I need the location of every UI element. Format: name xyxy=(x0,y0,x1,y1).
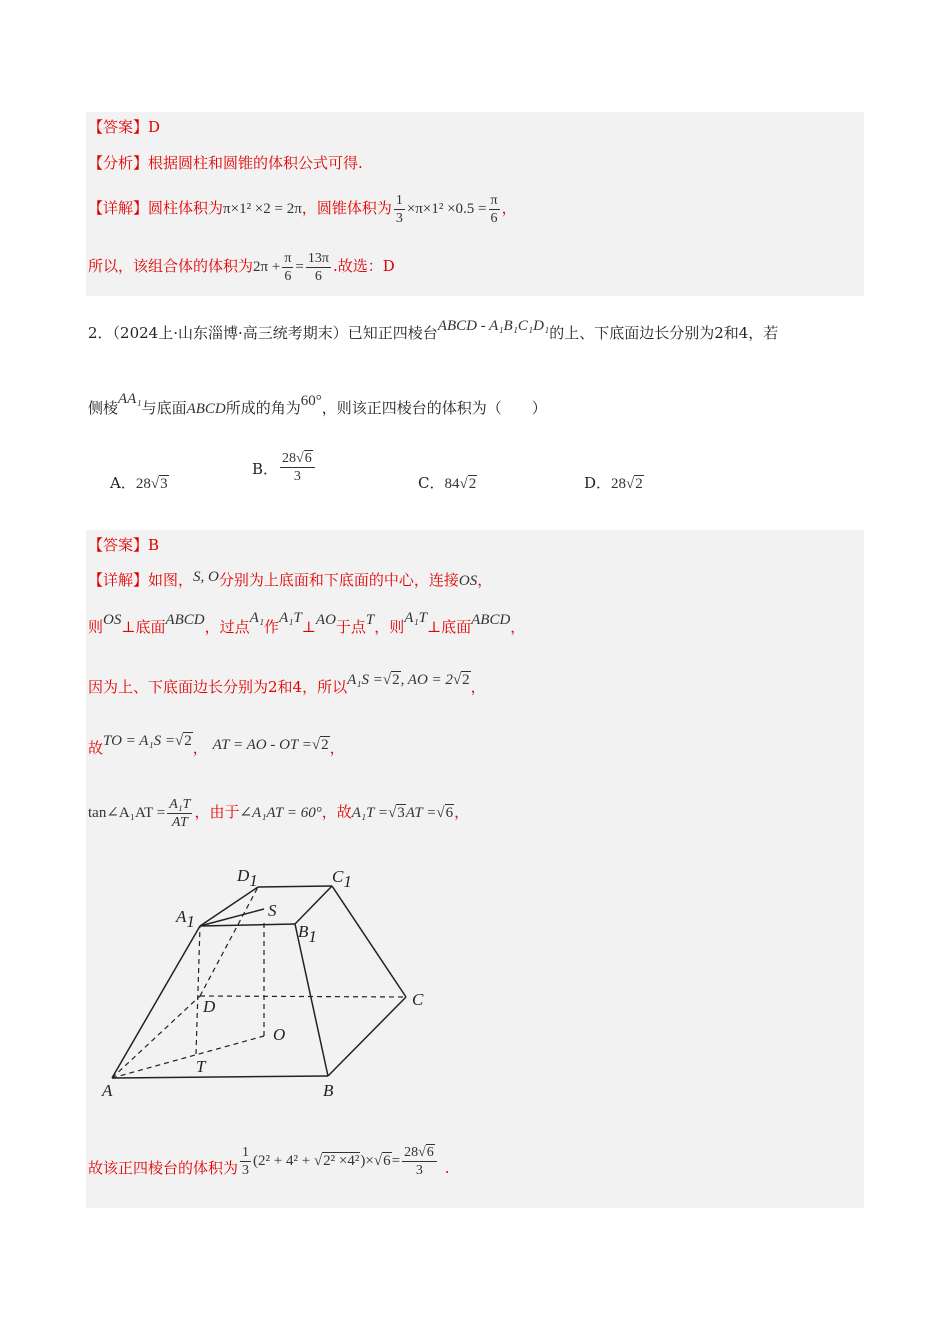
answer-value: D xyxy=(148,118,161,136)
detail-text: ， xyxy=(454,803,470,821)
analysis-label: 【分析】 xyxy=(88,154,149,172)
square-root: √3 xyxy=(388,805,405,821)
math-expression: = xyxy=(391,1153,401,1169)
label-letter: D xyxy=(237,866,250,885)
label-C: C xyxy=(412,990,424,1009)
label-S: S xyxy=(268,901,277,920)
square-root: √6 xyxy=(418,1144,434,1160)
option-label: C． xyxy=(418,474,445,492)
detail-text: 圆柱体积为 xyxy=(148,199,224,217)
square-root: √2 xyxy=(459,476,477,492)
label-A1 xyxy=(175,907,195,931)
math-expression: π×1² ×2 = 2π xyxy=(223,201,302,217)
fraction xyxy=(282,250,293,285)
option-a[interactable] xyxy=(110,472,169,493)
detail-text: . xyxy=(444,1159,450,1177)
fraction xyxy=(280,450,315,485)
detail-text: ， xyxy=(510,618,526,636)
detail-text: 故 xyxy=(88,739,104,757)
detail-text: 如图， xyxy=(148,571,194,589)
fraction-numerator: 1 xyxy=(395,192,403,208)
detail-text: 分别为上底面和下底面的中心，连接 xyxy=(218,571,459,589)
edge-BC xyxy=(328,997,406,1076)
fraction xyxy=(240,1144,251,1179)
option-c[interactable] xyxy=(418,472,477,493)
math-expression: )× xyxy=(360,1153,374,1169)
conclusion-text: 所以，该组合体的体积为 xyxy=(88,257,254,275)
question-text: 侧棱 xyxy=(88,399,119,417)
edge-AB xyxy=(112,1076,328,1078)
detail-text: ， xyxy=(501,199,517,217)
edge-DC xyxy=(200,996,406,997)
question-text: ，则该正四棱台的体积为（ ） xyxy=(321,399,547,417)
label-A: A xyxy=(102,1081,113,1100)
square-root: √2 xyxy=(382,672,400,688)
sol2-answer-line xyxy=(88,535,159,555)
sol2-line2 xyxy=(88,610,526,638)
radicand: 2 xyxy=(184,733,192,749)
label-letter: A xyxy=(176,907,187,926)
option-value: 28 xyxy=(135,476,151,492)
fraction-numerator: π xyxy=(284,250,292,266)
fraction-numerator: π xyxy=(490,192,498,208)
q1-answer-line xyxy=(88,117,160,137)
label-subscript: 1 xyxy=(308,927,317,946)
square-root: √2 xyxy=(626,476,643,492)
label-O: O xyxy=(273,1025,286,1044)
option-label: B． xyxy=(252,459,279,478)
radicand: 6 xyxy=(426,1144,434,1160)
fraction-denominator: 3 xyxy=(415,1162,423,1178)
radicand: 2² ×4² xyxy=(323,1153,360,1169)
detail-text: 故该正四棱台的体积为 xyxy=(88,1159,239,1177)
label-T: T xyxy=(196,1057,206,1076)
answer-value: B xyxy=(148,536,160,554)
detail-text: ，则 xyxy=(374,618,405,636)
math-expression: A₁T xyxy=(404,610,428,626)
math-group xyxy=(213,735,330,753)
detail-text: ⊥底面 xyxy=(121,618,166,636)
detail-text: ， xyxy=(329,739,345,757)
math-expression: 28 xyxy=(404,1144,419,1160)
math-expression: AT = AO - OT = xyxy=(212,737,312,753)
edge-D1A1 xyxy=(200,887,258,926)
fraction-denominator: 6 xyxy=(284,268,292,284)
label-D: D xyxy=(203,997,216,1016)
fraction-numerator: 13π xyxy=(307,250,329,266)
radicand: 2 xyxy=(462,672,470,688)
square-root: √6 xyxy=(436,805,454,821)
fraction-denominator: 3 xyxy=(395,210,403,226)
q2-stem-line1 xyxy=(88,318,779,344)
fraction xyxy=(306,250,331,285)
detail-text: ，由于 xyxy=(194,803,240,821)
fraction-numerator: A₁T xyxy=(169,796,191,812)
question-text: 已知正四棱台 xyxy=(347,324,438,342)
detail-text: 于点 xyxy=(335,618,366,636)
math-expression: tan∠A₁AT = xyxy=(88,805,166,821)
detail-text: ⊥底面 xyxy=(427,618,472,636)
fraction xyxy=(167,796,192,831)
radicand: 2 xyxy=(321,737,329,753)
sol2-line4 xyxy=(88,733,345,759)
fraction xyxy=(489,192,500,227)
math-expression: AO xyxy=(315,612,336,628)
fraction-numerator: 1 xyxy=(242,1144,250,1160)
radicand: 2 xyxy=(392,672,400,688)
sol2-line1 xyxy=(88,570,492,591)
segment-TA1 xyxy=(196,926,200,1054)
math-expression: A₁ xyxy=(249,610,265,626)
radicand: 2 xyxy=(468,476,477,492)
square-root: √6 xyxy=(296,451,312,466)
edge-A1B1 xyxy=(200,924,295,926)
detail-text: 则 xyxy=(88,618,104,636)
square-root: √2² ×4² xyxy=(313,1153,360,1169)
label-letter: C xyxy=(332,867,344,886)
math-expression: 2π + xyxy=(253,259,281,275)
detail-label: 【详解】 xyxy=(88,199,149,217)
option-value: 28 xyxy=(282,451,297,466)
math-expression: , AO = 2 xyxy=(400,672,453,688)
frustum-figure xyxy=(90,860,450,1105)
math-expression: ABCD xyxy=(186,401,226,417)
label-C1 xyxy=(332,867,352,891)
question-number: 2． xyxy=(88,324,113,342)
detail-text: ，过点 xyxy=(204,618,250,636)
label-subscript: 1 xyxy=(343,872,352,891)
option-d[interactable] xyxy=(584,472,644,493)
fraction-denominator: AT xyxy=(171,814,188,830)
math-expression: OS xyxy=(103,612,122,628)
math-expression: (2² + 4² + xyxy=(253,1153,314,1169)
edge-B1C1 xyxy=(295,886,332,924)
option-value: 84 xyxy=(444,476,460,492)
math-expression: ∠A₁AT = 60° xyxy=(239,805,322,821)
radicand: 2 xyxy=(635,476,643,492)
detail-text: ， xyxy=(192,739,208,757)
math-expression: OS xyxy=(458,573,478,589)
label-B: B xyxy=(323,1081,334,1100)
fraction xyxy=(402,1144,437,1179)
math-expression: AT = xyxy=(405,805,437,821)
question-text: 与底面 xyxy=(141,399,187,417)
math-expression: ABCD xyxy=(471,612,511,628)
question-text: 所成的角为 xyxy=(225,399,301,417)
detail-text: ， xyxy=(470,678,486,696)
square-root: √6 xyxy=(373,1153,391,1169)
edge-BB1 xyxy=(295,924,328,1076)
label-subscript: 1 xyxy=(186,912,195,931)
math-expression: ABCD xyxy=(165,612,205,628)
option-label: A． xyxy=(110,474,136,492)
question-text: 的上、下底面边长分别为2和4，若 xyxy=(549,324,779,342)
detail-text: 作 xyxy=(264,618,280,636)
square-root: √2 xyxy=(311,737,329,753)
edge-C1D1 xyxy=(258,886,332,887)
fraction-denominator: 3 xyxy=(242,1162,250,1178)
detail-text: ， xyxy=(477,571,493,589)
q1-analysis-line xyxy=(88,153,363,173)
label-letter: B xyxy=(298,922,309,941)
math-group xyxy=(103,731,193,749)
detail-text: ，故 xyxy=(321,803,352,821)
label-B1 xyxy=(298,922,317,946)
square-root: √3 xyxy=(150,476,168,492)
detail-label: 【详解】 xyxy=(88,571,149,589)
math-expression: AA₁ xyxy=(118,391,142,407)
math-expression: A₁T = xyxy=(351,805,389,821)
fraction xyxy=(394,192,405,227)
sol2-line3 xyxy=(88,672,486,698)
edge-AA1 xyxy=(112,926,200,1078)
option-value: 28 xyxy=(611,476,627,492)
math-expression: ABCD - A₁B₁C₁D₁ xyxy=(437,318,550,334)
math-group xyxy=(347,670,471,688)
conclusion-text: .故选：D xyxy=(332,257,395,275)
option-label: D． xyxy=(584,474,612,492)
math-expression: TO = A₁S = xyxy=(103,733,176,749)
sol2-line5 xyxy=(88,794,469,831)
square-root: √2 xyxy=(452,672,470,688)
radicand: 6 xyxy=(445,805,454,821)
label-subscript: 1 xyxy=(249,871,258,890)
answer-label: 【答案】 xyxy=(88,118,149,136)
answer-label: 【答案】 xyxy=(88,536,149,554)
q1-conclusion-line xyxy=(88,248,395,285)
fraction-denominator: 6 xyxy=(490,210,498,226)
math-expression: ×π×1² ×0.5 = xyxy=(406,201,487,217)
fraction-denominator: 6 xyxy=(314,268,322,284)
math-expression: S, O xyxy=(193,569,219,585)
analysis-text: 根据圆柱和圆锥的体积公式可得. xyxy=(148,154,363,172)
label-D1 xyxy=(236,866,258,890)
square-root: √2 xyxy=(175,733,192,749)
question-source: （2024上·山东淄博·高三统考期末） xyxy=(112,324,348,342)
q2-stem-line2 xyxy=(88,391,547,419)
math-expression: = xyxy=(295,259,304,275)
math-expression: A₁S = xyxy=(347,672,383,688)
detail-text: ⊥ xyxy=(301,618,316,636)
option-b[interactable] xyxy=(252,450,317,485)
fraction-denominator: 3 xyxy=(293,469,301,484)
math-expression: 60° xyxy=(300,393,322,409)
math-expression: T xyxy=(365,612,375,628)
fraction-numerator xyxy=(402,1144,437,1162)
radicand: 6 xyxy=(304,451,312,466)
math-expression: A₁T xyxy=(279,610,302,626)
radicand: 3 xyxy=(397,805,405,821)
q1-detail-line xyxy=(88,190,517,227)
sol2-final-line xyxy=(88,1140,450,1181)
edge-DD1 xyxy=(200,887,258,996)
detail-text: 因为上、下底面边长分别为2和4，所以 xyxy=(88,678,348,696)
detail-text: ，圆锥体积为 xyxy=(301,199,392,217)
radicand: 6 xyxy=(383,1153,391,1169)
segment-A1S xyxy=(200,909,264,926)
radicand: 3 xyxy=(160,476,168,492)
edge-CC1 xyxy=(332,886,406,997)
fraction-numerator xyxy=(280,450,315,468)
